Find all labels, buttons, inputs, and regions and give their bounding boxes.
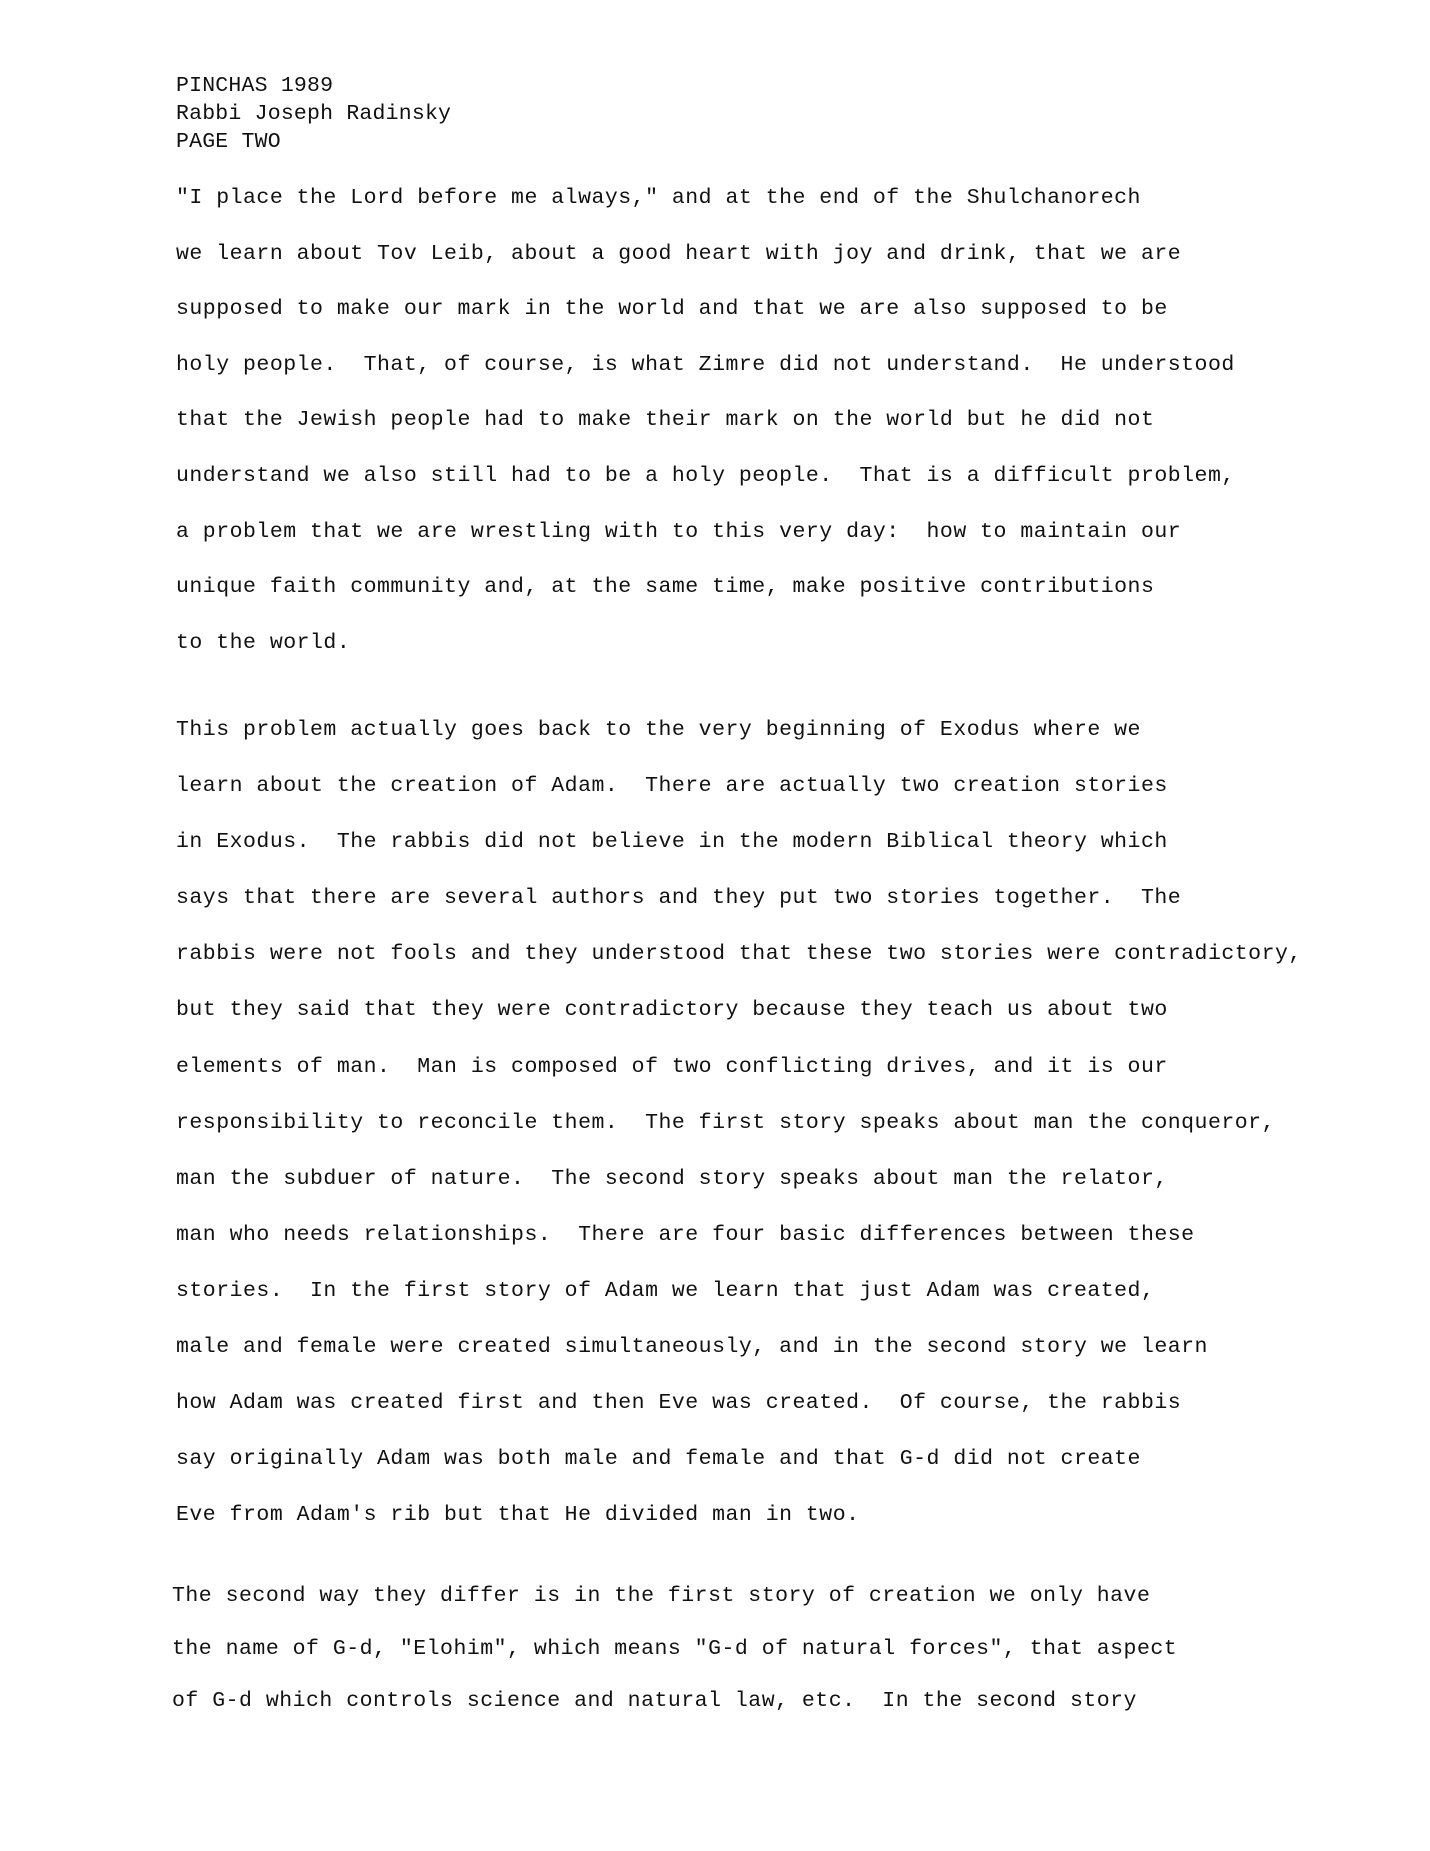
paragraph-3 <box>172 1582 1177 1740</box>
text-line: the name of G-d, "Elohim", which means "G-d of natural forces", that aspect <box>172 1636 1178 1661</box>
text-line: says that there are several authors and they put two stories together. The <box>176 886 1182 911</box>
text-line: male and female were created simultaneously, and in the second story we learn <box>176 1335 1208 1360</box>
text-line: a problem that we are wrestling with to this very day: how to maintain our <box>176 519 1182 544</box>
text-line: rabbis were not fools and they understood that these two stories were contradictory, <box>176 942 1302 967</box>
text-line: of G-d which controls science and natural law, etc. In the second story <box>172 1689 1137 1713</box>
sermon-title: PINCHAS 1989 <box>176 74 334 98</box>
text-line: we learn about Tov Leib, about a good heart with joy and drink, that we are <box>176 241 1182 266</box>
text-line: supposed to make our mark in the world and that we are also supposed to be <box>176 297 1168 322</box>
paragraph-2 <box>176 716 1302 1557</box>
text-line: "I place the Lord before me always," and at the end of the Shulchanorech <box>176 186 1141 210</box>
text-line: holy people. That, of course, is what Zimre did not understand. He understood <box>176 352 1235 377</box>
text-line: in Exodus. The rabbis did not believe in the modern Biblical theory which <box>176 830 1168 855</box>
text-line: but they said that they were contradictory because they teach us about two <box>176 998 1168 1023</box>
text-line: understand we also still had to be a holy people. That is a difficult problem, <box>176 463 1235 488</box>
page-label: PAGE TWO <box>176 130 281 154</box>
author-name: Rabbi Joseph Radinsky <box>176 102 452 126</box>
text-line: responsibility to reconcile them. The first story speaks about man the conqueror, <box>176 1110 1275 1135</box>
paragraph-1 <box>176 184 1235 684</box>
text-line: that the Jewish people had to make their mark on the world but he did not <box>176 408 1155 433</box>
document-header <box>176 72 451 156</box>
text-line: to the world. <box>176 630 351 655</box>
text-line: how Adam was created first and then Eve was created. Of course, the rabbis <box>176 1391 1182 1416</box>
text-line: elements of man. Man is composed of two conflicting drives, and it is our <box>176 1054 1168 1079</box>
text-line: The second way they differ is in the first story of creation we only have <box>172 1584 1151 1608</box>
text-line: man who needs relationships. There are four basic differences between these <box>176 1222 1195 1247</box>
text-line: Eve from Adam's rib but that He divided man in two. <box>176 1503 860 1528</box>
text-line: learn about the creation of Adam. There are actually two creation stories <box>176 774 1168 799</box>
text-line: man the subduer of nature. The second story speaks about man the relator, <box>176 1166 1168 1191</box>
text-line: unique faith community and, at the same time, make positive contributions <box>176 575 1155 600</box>
text-line: say originally Adam was both male and female and that G-d did not create <box>176 1447 1141 1472</box>
text-line: stories. In the first story of Adam we learn that just Adam was created, <box>176 1278 1155 1303</box>
text-line: This problem actually goes back to the very beginning of Exodus where we <box>176 718 1141 742</box>
